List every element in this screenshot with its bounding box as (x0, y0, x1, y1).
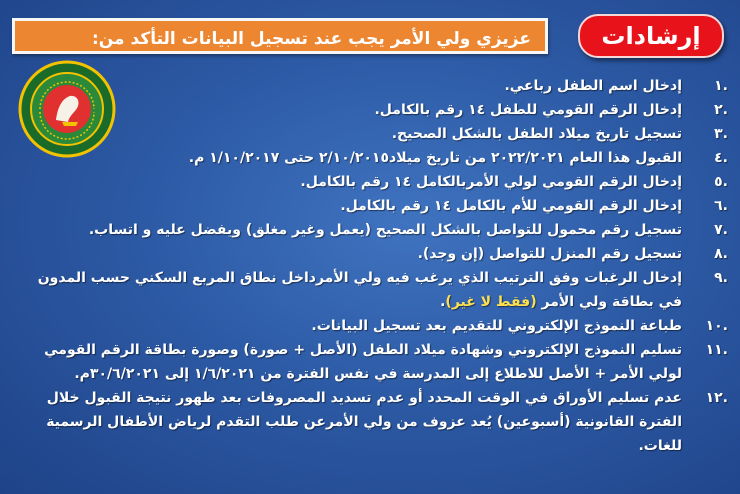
list-item: .٦ إدخال الرقم القومي للأم بالكامل ١٤ رقم بالكامل. (340, 198, 728, 214)
list-item: .١٠ طباعة النموذج الإلكتروني للتقديم بعد تسجيل البيانات. (311, 318, 728, 334)
highlight-text: (فقط لا غير) (445, 294, 537, 310)
header-banner: عزيزي ولي الأمر يجب عند تسجيل البيانات التأكد من: (12, 18, 548, 54)
list-item: .١ إدخال اسم الطفل رباعي. (504, 78, 728, 94)
list-item: .٥ إدخال الرقم القومي لولي الأمربالكامل ١٤ رقم بالكامل. (300, 174, 728, 190)
list-item: .١١ تسليم النموذج الإلكتروني وشهادة ميلاد الطفل (الأصل + صورة) وصورة بطاقة الرقم القومي لولي الأمر + الأصل للاطلاع إلى المدرسة في نفس الفترة من ١/٦/٢٠٢١ إلى ٣٠/٦/٢٠٢١م. (44, 342, 728, 382)
list-item: .٤ القبول هذا العام ٢٠٢٢/٢٠٢١ من تاريخ ميلاد٢/١٠/٢٠١٥ حتى ١/١٠/٢٠١٧ م. (188, 150, 728, 166)
list-item: .٨ تسجيل رقم المنزل للتواصل (إن وجد). (417, 246, 728, 262)
list-item: .٧ تسجيل رقم محمول للتواصل بالشكل الصحيح (يعمل وغير مغلق) ويفضل عليه و اتساب. (88, 222, 728, 238)
title-badge: إرشادات (578, 14, 724, 58)
instructions-list (10, 74, 728, 458)
list-item: .١٢ عدم تسليم الأوراق في الوقت المحدد أو عدم تسديد المصروفات بعد ظهور نتيجة القبول خلال الفترة القانونية (أسبوعين) يُعد عزوف من ولي الأمرعن طلب التقدم لرياض الأطفال الرسمية للغات. (46, 390, 728, 454)
list-item: .٣ تسجيل تاريخ ميلاد الطفل بالشكل الصحيح. (391, 126, 728, 142)
list-item: .٢ إدخال الرقم القومي للطفل ١٤ رقم بالكامل. (374, 102, 728, 118)
list-item: .٩ إدخال الرغبات وفق الترتيب الذي يرغب فيه ولي الأمرداخل نطاق المربع السكني حسب المدون في بطاقة ولي الأمر (فقط لا غير). (37, 270, 728, 310)
